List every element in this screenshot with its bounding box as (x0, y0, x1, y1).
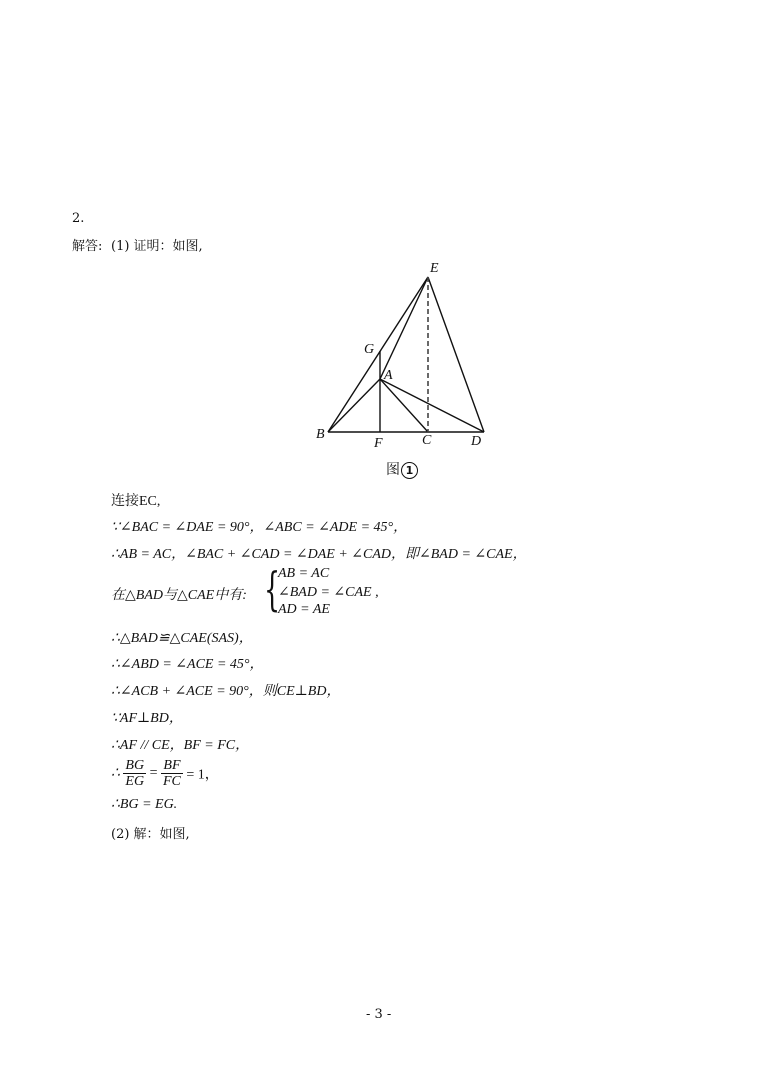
label-F: F (374, 436, 383, 451)
fraction-bg-eg (123, 758, 146, 789)
fraction-bf-fc-num: BF (161, 758, 183, 774)
label-G: G (364, 342, 375, 357)
proof-line-6: ∴∠ABD = ∠ACE = 45°， (111, 657, 264, 672)
system-eq-1: AB = AC (278, 566, 330, 581)
part1-intro: (1) 证明：如图, (111, 239, 203, 254)
fraction-bg-eg-den: EG (125, 774, 145, 789)
proof-line-4-prefix: 在△BAD与△CAE中有: (111, 588, 247, 603)
segment-AC (380, 379, 428, 432)
system-brace: { (264, 562, 281, 616)
figure-caption-text: 图 (386, 462, 400, 478)
proof-line-11: ∴BG = EG. (111, 797, 178, 812)
segment-AE (380, 277, 428, 379)
answer-label: 解答: (72, 239, 103, 254)
fraction-bg-eg-num: BG (125, 758, 145, 773)
system-eq-3: AD = AE (278, 602, 330, 617)
segment-ED (428, 277, 484, 432)
proof-line-8: ∵AF⊥BD， (111, 711, 183, 726)
label-A: A (384, 368, 393, 383)
figure-caption-number: 1 (401, 462, 418, 479)
problem-number: 2. (72, 211, 85, 226)
fraction-bf-fc-den: FC (163, 774, 181, 789)
proof-line-10-eq: = (149, 765, 158, 781)
proof-line-2: ∵∠BAC = ∠DAE = 90°，∠ABC = ∠ADE = 45°， (111, 520, 408, 535)
system-eq-2: ∠BAD = ∠CAE , (278, 585, 379, 600)
fraction-bf-fc (161, 758, 183, 789)
proof-line-9: ∴AF // CE，BF = FC， (111, 738, 250, 753)
proof-line-5: ∴△BAD≌△CAE(SAS)， (111, 631, 253, 646)
proof-line-3: ∴AB = AC，∠BAC + ∠CAD = ∠DAE + ∠CAD，即∠BAD = ∠CAE， (111, 547, 527, 562)
label-D: D (471, 434, 482, 449)
proof-line-7: ∴∠ACB + ∠ACE = 90°，则CE⊥BD， (111, 684, 341, 699)
proof-line-10-prefix: ∴ (111, 766, 120, 781)
segment-BE (328, 277, 428, 432)
label-E: E (430, 261, 439, 276)
figure-caption (386, 459, 418, 479)
geometry-figure (300, 255, 500, 485)
part2-intro: (2) 解：如图, (111, 827, 190, 842)
proof-line-10-suffix: = 1， (186, 767, 219, 783)
proof-line-1: 连接EC, (111, 494, 161, 509)
page-number: - 3 - (366, 1007, 392, 1022)
segment-AB (328, 379, 380, 432)
proof-line-10 (111, 758, 219, 789)
label-C: C (422, 433, 432, 448)
label-B: B (316, 427, 325, 442)
